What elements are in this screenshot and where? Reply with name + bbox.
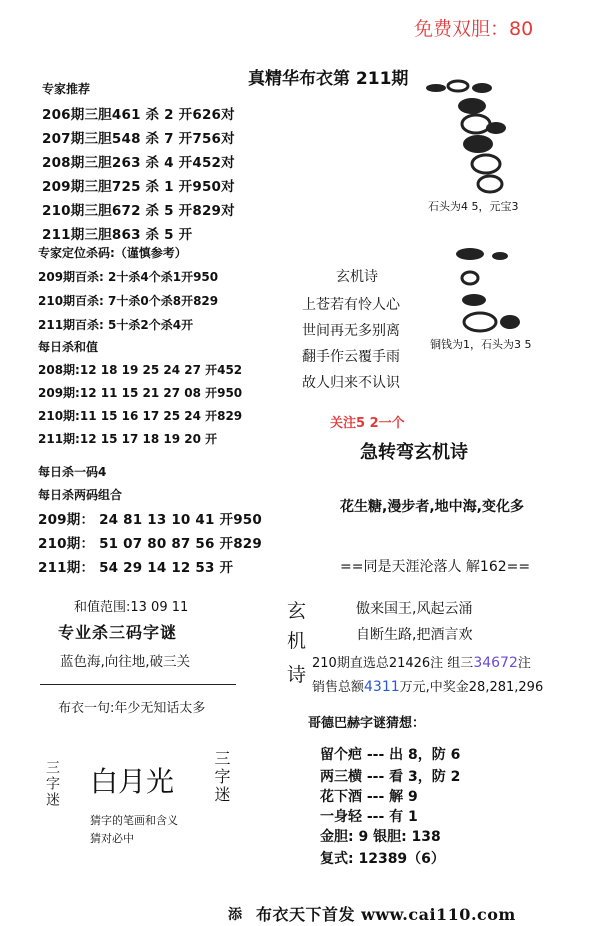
focus-note: 关注5 2一个 bbox=[330, 416, 405, 431]
goethe-line: 一身轻 --- 有 1 bbox=[320, 809, 418, 825]
verse-line: 自断生路,把酒言欢 bbox=[356, 627, 473, 643]
xuanji-poem-title: 玄机诗 bbox=[336, 269, 378, 285]
poem-line: 上苍若有怜人心 bbox=[302, 297, 400, 313]
riddle-right-label: 三字迷 bbox=[212, 750, 231, 804]
sales-number: 4311 bbox=[364, 679, 400, 695]
expert-line: 206期三胆461 杀 2 开626对 bbox=[42, 107, 235, 123]
sales-text: 210期直选总21426注 组三 bbox=[312, 656, 474, 671]
free-double-label: 免费双胆：80 bbox=[414, 18, 534, 40]
expert-line: 211期三胆863 杀 5 开 bbox=[42, 227, 193, 243]
picture-note: 石头为4 5，元宝3 bbox=[428, 200, 519, 213]
daily-kill-one-heading: 每日杀一码4 bbox=[38, 465, 107, 479]
sharp-turn-title: 急转弯玄机诗 bbox=[360, 442, 468, 463]
xuanji-vertical-char: 玄 bbox=[287, 600, 307, 622]
goethe-line: 金胆: 9 银胆: 138 bbox=[320, 829, 441, 845]
expert-line: 209期三胆725 杀 1 开950对 bbox=[42, 179, 235, 195]
sales-line-1 bbox=[312, 652, 531, 671]
same-world-line: ==同是天涯沦落人 解162== bbox=[340, 559, 531, 575]
daily-kill-line: 210期： 51 07 80 87 56 开829 bbox=[38, 536, 262, 552]
riddle-hint: 猜对必中 bbox=[90, 832, 134, 845]
xuanji-vertical-char: 机 bbox=[287, 630, 307, 652]
daily-sum-heading: 每日杀和值 bbox=[38, 340, 99, 354]
xuanji-vertical-char: 诗 bbox=[287, 664, 307, 686]
poem-line: 故人归来不认识 bbox=[302, 375, 400, 391]
goethe-line: 复式: 12389（6） bbox=[320, 851, 445, 867]
buyi-sentence: 布衣一句:年少无知话太多 bbox=[58, 701, 206, 716]
footer-text: 布衣天下首发 www.cai110.com bbox=[256, 905, 516, 924]
expert-line: 207期三胆548 杀 7 开756对 bbox=[42, 131, 235, 147]
sales-number: 34672 bbox=[473, 655, 518, 671]
daily-kill-two-heading: 每日杀两码组合 bbox=[38, 488, 123, 502]
position-kill-line: 211期百杀: 5十杀2个杀4开 bbox=[38, 318, 194, 332]
picture-note: 铜钱为1，石头为3 5 bbox=[430, 338, 532, 351]
footer-mark: 添 bbox=[228, 907, 242, 923]
coins-stones-picture bbox=[440, 242, 530, 342]
daily-sum-line: 210期:11 15 16 17 25 24 开829 bbox=[38, 409, 243, 423]
riddle-left-label: 三字迷 bbox=[44, 760, 60, 808]
sales-text: 注 bbox=[517, 656, 531, 671]
pro-kill-text: 蓝色海,向往地,破三关 bbox=[60, 654, 191, 670]
riddle-word: 白月光 bbox=[90, 765, 175, 798]
riddle-hint: 猜字的笔画和含义 bbox=[90, 814, 178, 827]
goethe-line: 花下酒 --- 解 9 bbox=[320, 789, 418, 805]
position-kill-line: 209期百杀: 2十杀4个杀1开950 bbox=[38, 270, 219, 284]
expert-line: 210期三胆672 杀 5 开829对 bbox=[42, 203, 235, 219]
daily-sum-line: 209期:12 11 15 21 27 08 开950 bbox=[38, 386, 243, 400]
position-kill-line: 210期百杀: 7十杀0个杀8开829 bbox=[38, 294, 219, 308]
verse-line: 傲来国王,风起云涌 bbox=[356, 601, 473, 617]
stones-ingot-picture bbox=[418, 78, 548, 198]
sales-line-2 bbox=[312, 676, 543, 695]
position-kill-heading: 专家定位杀码:（谨慎参考） bbox=[38, 246, 187, 260]
goethe-line: 留个疤 --- 出 8，防 6 bbox=[320, 747, 461, 763]
divider bbox=[40, 684, 236, 685]
daily-kill-line: 211期： 54 29 14 12 53 开 bbox=[38, 560, 234, 576]
pro-kill-title: 专业杀三码字谜 bbox=[58, 623, 178, 642]
goethe-line: 两三横 --- 看 3，防 2 bbox=[320, 769, 461, 785]
sharp-turn-text: 花生糖,漫步者,地中海,变化多 bbox=[340, 499, 524, 515]
sales-text: 万元,中奖金28,281,296 bbox=[399, 680, 544, 695]
daily-kill-line: 209期： 24 81 13 10 41 开950 bbox=[38, 512, 262, 528]
sales-text: 销售总额 bbox=[312, 680, 365, 695]
sum-range: 和值范围:13 09 11 bbox=[74, 600, 189, 615]
poem-line: 翻手作云覆手雨 bbox=[302, 349, 400, 365]
daily-sum-line: 208期:12 18 19 25 24 27 开452 bbox=[38, 363, 243, 377]
daily-sum-line: 211期:12 15 17 18 19 20 开 bbox=[38, 432, 218, 446]
page-title: 真精华布衣第 211期 bbox=[248, 69, 409, 89]
expert-heading: 专家推荐 bbox=[42, 82, 91, 96]
expert-line: 208期三胆263 杀 4 开452对 bbox=[42, 155, 235, 171]
goethe-heading: 哥德巴赫字谜猜想： bbox=[308, 716, 426, 731]
poem-line: 世间再无多别离 bbox=[302, 323, 400, 339]
